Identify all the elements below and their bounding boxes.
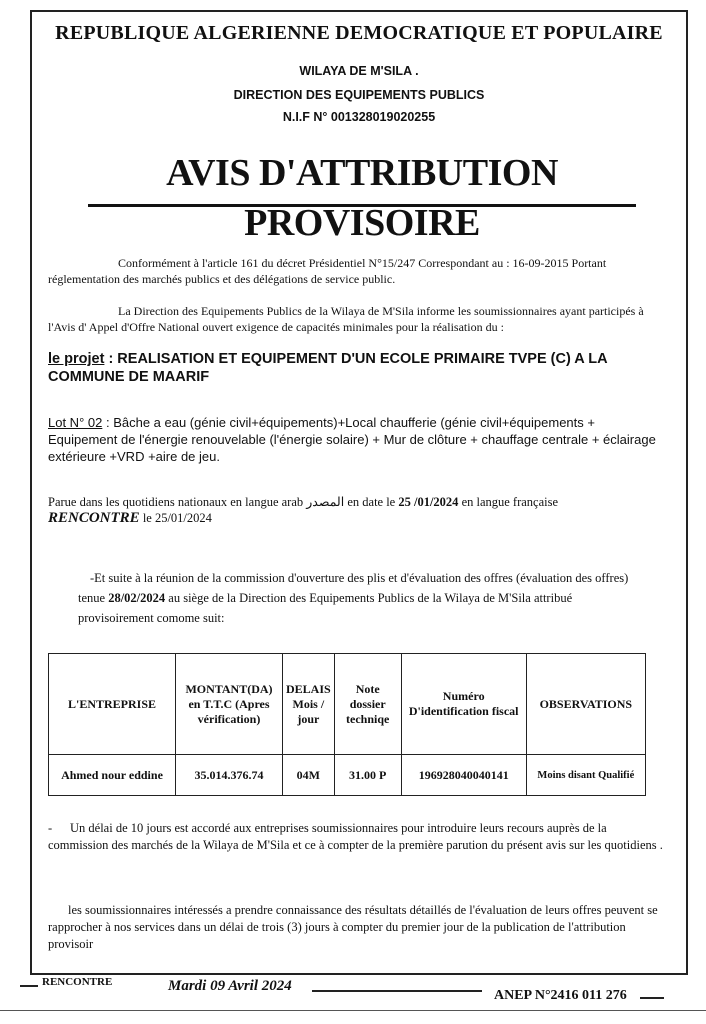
lot-text: : Bâche a eau (génie civil+équipements)+Local chaufferie (génie civil+équipements + Equipement de l'énergie renouvelable (l'énergie solaire) + Mur de clôture + chauffage centrale + éclairage extérieure +VRD +aire de jeu.: [48, 415, 656, 464]
suite-line-2-pre: tenue: [78, 591, 106, 605]
projet-line: [48, 350, 668, 386]
publication-date-arabic: 25 /01/2024: [398, 495, 459, 509]
cell-montant: 35.014.376.74: [176, 755, 283, 796]
cell-note: 31.00 P: [334, 755, 401, 796]
soumissionnaires-paragraph: les soumissionnaires intéressés a prendre connaissance des résultats détaillés de l'évaluation de leurs offres peuvent se rapprocher à nos services dans un délai de trois (3) jours à compter du premier jour de la publication de l'attribution provisoir: [48, 903, 658, 951]
footer-date: Mardi 09 Avril 2024: [168, 978, 292, 994]
header-note: Note dossier techniqe: [334, 654, 401, 755]
header-nif: Numéro D'identification fiscal: [401, 654, 526, 755]
page-bottom-line: [0, 1010, 706, 1011]
title-underline: [88, 204, 636, 207]
suite-date: 28/02/2024: [108, 591, 166, 605]
lot-line: [48, 414, 666, 465]
suite-line-1: -Et suite à la réunion de la commission d'ouverture des plis et d'évaluation des offres (évaluation des offres): [90, 571, 629, 585]
commission-paragraph: [78, 568, 658, 628]
header-montant: MONTANT(DA) en T.T.C (Apres vérification): [176, 654, 283, 755]
publication-info: [48, 494, 668, 526]
footer-anep: ANEP N°2416 011 276: [494, 988, 627, 1003]
header-entreprise: L'ENTREPRISE: [49, 654, 176, 755]
table-row: [49, 755, 646, 796]
header-observations: OBSERVATIONS: [526, 654, 645, 755]
wilaya-heading: WILAYA DE M'SILA .: [299, 64, 419, 78]
publication-date-french: le 25/01/2024: [142, 511, 212, 525]
cell-delais: 04M: [283, 755, 335, 796]
footer-rule-right: [640, 997, 664, 999]
intro-paragraph-2: La Direction des Equipements Publics de la Wilaya de M'Sila informe les soumissionnaires ayant participés à l'Avis d' Appel d'Offre National ouvert exigence de capacités minimales pour la réalisation du :: [48, 304, 644, 334]
republic-heading: REPUBLIQUE ALGERIENNE DEMOCRATIQUE ET POPULAIRE: [55, 22, 663, 44]
suite-line-3: provisoirement comome suit:: [78, 611, 225, 625]
arabic-journal: المصدر: [306, 495, 345, 509]
projet-label: le projet: [48, 351, 105, 367]
publication-journal: RENCONTRE: [48, 510, 140, 526]
publication-part1: Parue dans les quotidiens nationaux en langue arab: [48, 495, 304, 509]
publication-part2: en date le: [347, 495, 396, 509]
intro-paragraph-1: Conformément à l'article 161 du décret Présidentiel N°15/247 Correspondant au : 16-09-2015 Portant réglementation des marchés publics et des délégations de service public.: [48, 256, 607, 286]
notice-title: AVIS D'ATTRIBUTION PROVISOIRE: [166, 152, 558, 244]
recours-paragraph: - Un délai de 10 jours est accordé aux entreprises soumissionnaires pour introduire leurs recours auprès de la commission des marchés de la Wilaya de M'Sila et ce à compter de la première parution du présent avis sur les quotidiens .: [48, 821, 663, 852]
footer-rule-left: [20, 985, 38, 987]
lot-label: Lot N° 02: [48, 415, 103, 430]
table-header-row: [49, 654, 646, 755]
cell-nif: 196928040040141: [401, 755, 526, 796]
publication-part3: en langue française: [461, 495, 559, 509]
recours-text: Un délai de 10 jours est accordé aux entreprises soumissionnaires pour introduire leurs recours auprès de la commission des marchés de la Wilaya de M'Sila et ce à compter de la première parution du présent avis sur les quotidiens .: [48, 821, 663, 852]
footer-journal-logo: RENCONTRE: [42, 976, 113, 988]
cell-observations: Moins disant Qualifié: [526, 755, 645, 796]
footer-rule-middle: [312, 990, 482, 992]
nif-heading: N.I.F N° 001328019020255: [282, 110, 436, 124]
projet-text: : REALISATION ET EQUIPEMENT D'UN ECOLE PRIMAIRE TVPE (C) A LA COMMUNE DE MAARIF: [48, 351, 608, 385]
header-delais: DELAIS Mois / jour: [283, 654, 335, 755]
cell-entreprise: Ahmed nour eddine: [49, 755, 176, 796]
attribution-table: [48, 653, 646, 796]
direction-heading: DIRECTION DES EQUIPEMENTS PUBLICS: [233, 88, 485, 102]
suite-line-2-post: au siège de la Direction des Equipements Publics de la Wilaya de M'Sila attribué: [168, 591, 573, 605]
